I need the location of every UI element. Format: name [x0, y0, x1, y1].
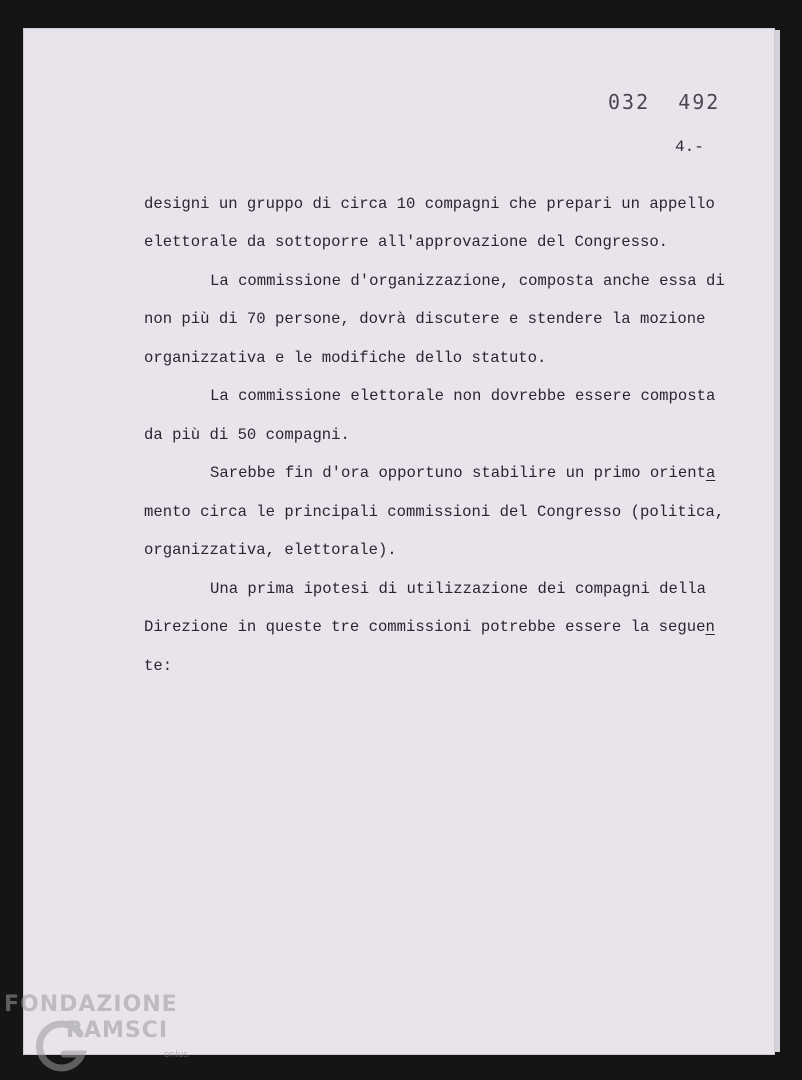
page-number: 4.- [675, 138, 704, 156]
logo-sub: onlus [164, 1050, 189, 1060]
text-line: La commissione d'organizzazione, composta anche essa di [210, 272, 725, 290]
page-edge [775, 30, 780, 1052]
text-line: da più di 50 compagni. [144, 426, 350, 444]
text-line: te: [144, 657, 173, 675]
text-line: Una prima ipotesi di utilizzazione dei compagni della [210, 580, 706, 598]
text-line: La commissione elettorale non dovrebbe essere composta [210, 387, 716, 405]
underlined-char: a [705, 464, 716, 482]
logo-line1: FONDAZIONE [4, 992, 178, 1017]
fondazione-gramsci-logo [4, 992, 204, 1077]
text-line: designi un gruppo di circa 10 compagni che prepari un appello [144, 195, 715, 213]
text-line: organizzativa, elettorale). [144, 541, 397, 559]
text-span: Sarebbe fin d'ora opportuno stabilire un primo orient [210, 464, 706, 482]
text-line: elettorale da sottoporre all'approvazione del Congresso. [144, 233, 669, 251]
text-line [210, 463, 715, 483]
text-span: Direzione in queste tre commissioni potrebbe essere la segue [144, 618, 706, 636]
logo-line2: RAMSCI [66, 1018, 169, 1043]
underlined-char: n [705, 618, 715, 636]
text-line: mento circa le principali commissioni del Congresso (politica, [144, 503, 725, 521]
archive-number: 032 492 [608, 90, 721, 114]
text-line [144, 617, 715, 637]
text-line: non più di 70 persone, dovrà discutere e stendere la mozione [144, 310, 706, 328]
document-page [23, 28, 775, 1055]
text-line: organizzativa e le modifiche dello statuto. [144, 349, 547, 367]
